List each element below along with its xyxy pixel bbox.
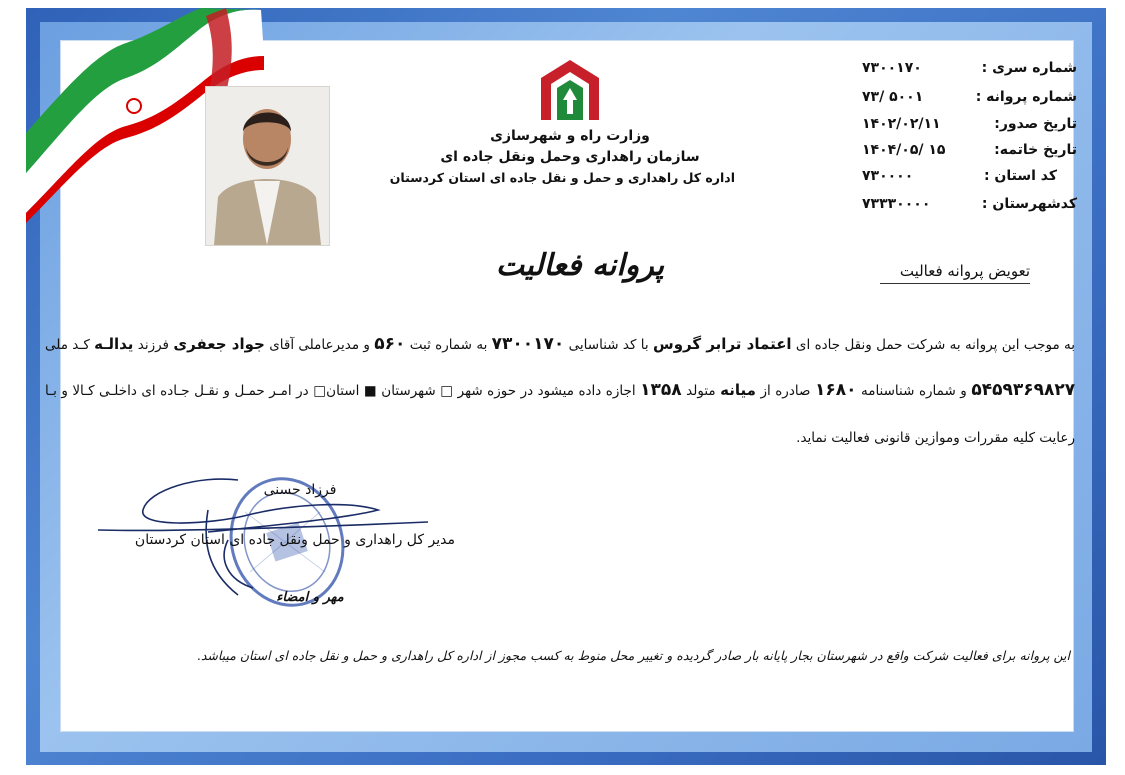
portrait-figure xyxy=(206,87,329,245)
meta-row-city-code xyxy=(822,196,1077,218)
manager-name: جواد جعفری xyxy=(173,335,265,353)
body-text: و شماره شناسنامه xyxy=(860,383,967,399)
meta-label: شماره سری : xyxy=(981,60,1077,76)
meta-value: ۷۳۰۰۱۷۰ xyxy=(862,60,922,76)
body-text: متولد xyxy=(686,383,716,399)
ministry-name: وزارت راه و شهرسازی xyxy=(490,128,650,144)
portrait-photo xyxy=(205,86,330,246)
company-name: اعتماد ترابر گروس xyxy=(653,335,792,353)
body-text: به موجب این پروانه به شرکت حمل ونقل جاده ای xyxy=(795,337,1076,353)
meta-value: ۷۳۰۰۰۰ xyxy=(862,168,914,184)
meta-row-license-no xyxy=(822,89,1077,111)
renewal-label: تعویض پروانه فعالیت xyxy=(880,262,1030,284)
father-name: یدالـه xyxy=(94,335,134,353)
meta-value: ۷۳۳۳۰۰۰۰ xyxy=(862,196,931,212)
company-id: ۷۳۰۰۱۷۰ xyxy=(491,334,565,354)
body-text: با کد شناسایی xyxy=(568,337,649,353)
body-line-1 xyxy=(45,334,1075,354)
meta-value: ۱۴۰۴/۰۵/ ۱۵ xyxy=(862,142,946,158)
id-number: ۱۶۸۰ xyxy=(814,380,857,400)
body-line-2 xyxy=(45,380,1075,400)
body-text: صادره از xyxy=(760,383,811,399)
birth-year: ۱۳۵۸ xyxy=(640,380,682,400)
stamp-caption: مهر و امضاء xyxy=(276,590,344,605)
meta-label: تاریخ صدور: xyxy=(994,116,1077,132)
issue-place: میانه xyxy=(720,381,756,399)
meta-label: شماره پروانه : xyxy=(975,89,1077,105)
body-text: کـد ملی xyxy=(45,337,90,353)
body-line-3: رعایت کلیه مقررات وموازین قانونی فعالیت نماید. xyxy=(796,430,1075,446)
body-text: فرزند xyxy=(137,337,170,353)
meta-row-expiry-date xyxy=(822,142,1077,164)
body-text: و مدیرعاملی آقای xyxy=(269,337,370,353)
signer-position: مدیر کل راهداری و حمل ونقل جاده ای استان کردستان xyxy=(134,532,455,548)
meta-row-serial xyxy=(822,60,1077,82)
road-ministry-logo-icon xyxy=(537,58,603,124)
meta-row-province-code xyxy=(822,168,1077,190)
body-text: اجازه داده میشود در حوزه شهر □ شهرستان ■ استان□ در امـر حمـل و نقـل جـاده ای داخلـی کـالا و بـا xyxy=(45,383,636,399)
directorate-name: اداره کل راهداری و حمل و نقل جاده ای استان کردستان xyxy=(389,170,735,185)
meta-row-issue-date xyxy=(822,116,1077,138)
body-text: به شماره ثبت xyxy=(409,337,488,353)
meta-value: ۷۳/ ۵۰۰۱ xyxy=(862,89,924,105)
meta-label: تاریخ خاتمه: xyxy=(994,142,1077,158)
registration-number: ۵۶۰ xyxy=(374,334,406,354)
certificate-title: پروانه فعالیت xyxy=(495,248,665,283)
meta-value: ۱۴۰۲/۰۲/۱۱ xyxy=(862,116,941,132)
organization-name: سازمان راهداری وحمل ونقل جاده ای xyxy=(440,149,700,165)
footer-note: این پروانه برای فعالیت شرکت واقع در شهرستان بجار پایانه بار صادر گردیده و تغییر محل منوط به کسب مجوز از اداره کل راهداری و حمل و نقل جاده ای استان میباشد. xyxy=(196,648,1070,663)
meta-label: کدشهرستان : xyxy=(981,196,1077,212)
meta-label: کد استان : xyxy=(983,168,1057,184)
national-id: ۵۴۵۹۳۶۹۸۲۷ xyxy=(971,380,1076,400)
signer-name: فرزاد حسنی xyxy=(263,482,337,498)
